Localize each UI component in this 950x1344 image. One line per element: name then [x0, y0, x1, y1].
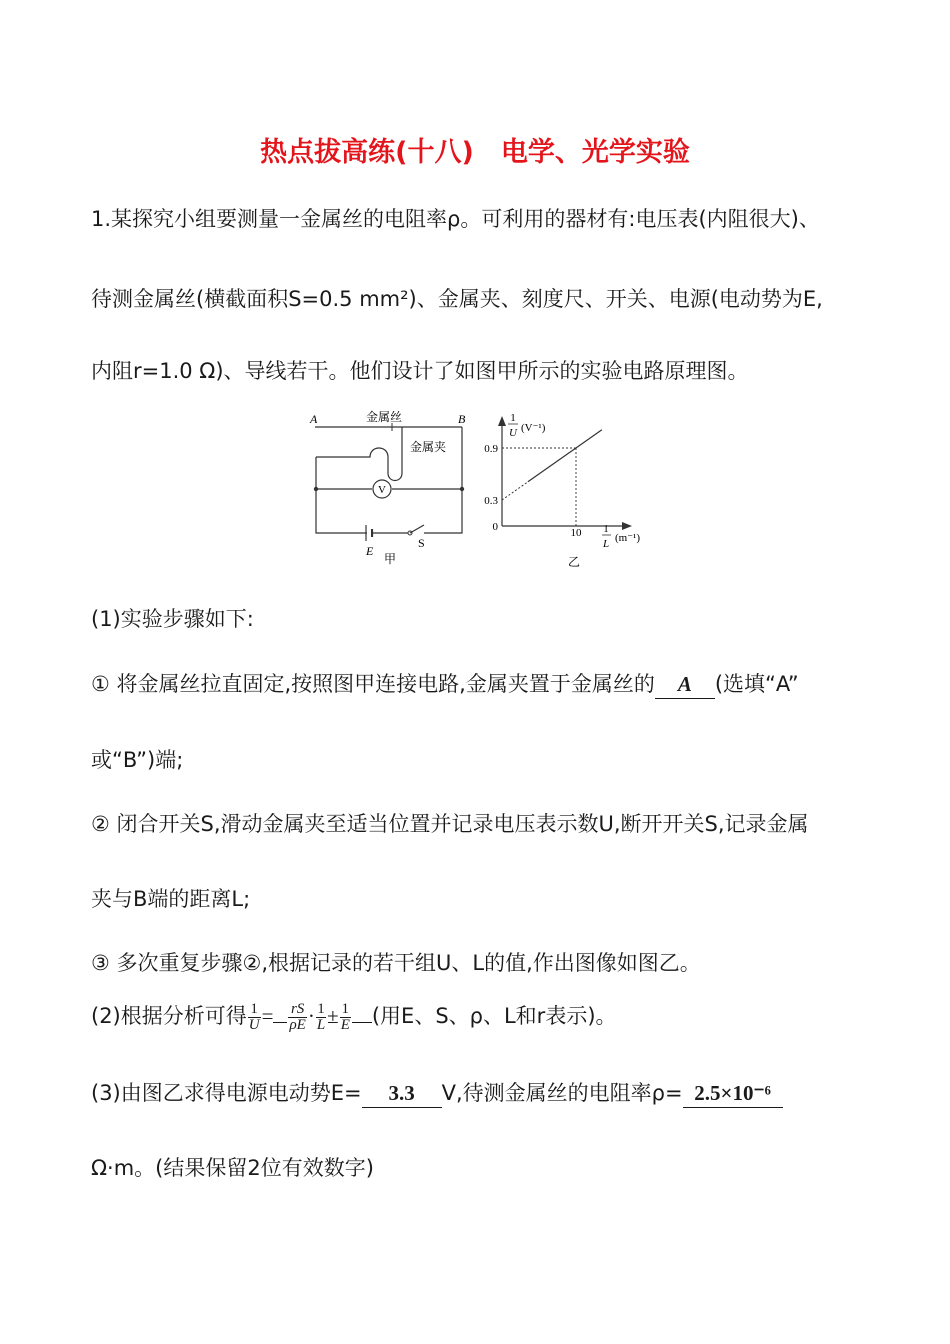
series-line-extrapolated: [502, 482, 528, 500]
step1-line1: [91, 668, 799, 699]
fraction-1-over-e: $\frac{1}{E}$: [340, 1000, 350, 1033]
step1-line2: 或“B”)端;: [91, 748, 184, 772]
label-a: A: [310, 412, 318, 426]
wire-label: 金属丝: [366, 410, 403, 424]
step1-answer: A: [655, 672, 715, 699]
problem-line-1: 1.某探究小组要测量一金属丝的电阻率ρ。可利用的器材有:电压表(内阻很大)、: [91, 207, 820, 231]
part3-line2: Ω·m。(结果保留2位有效数字): [91, 1156, 374, 1180]
tick-09: 0.9: [484, 443, 498, 455]
x-axis-num: 1: [603, 523, 609, 535]
caption-jia: 甲: [384, 552, 397, 566]
part3-mid: V,待测金属丝的电阻率ρ=: [441, 1081, 683, 1105]
series-line: [528, 430, 602, 482]
plus-minus-sign: ±: [327, 1004, 339, 1028]
step2-line1: ② 闭合开关S,滑动金属夹至适当位置并记录电压表示数U,断开开关S,记录金属: [91, 812, 809, 836]
step1-post: (选填“A”: [714, 672, 799, 696]
fraction-rs-over-rhoe: $\frac{rS}{\rho E}$: [289, 1000, 306, 1033]
problem-line-3: 内阻r=1.0 Ω)、导线若干。他们设计了如图甲所示的实验电路原理图。: [91, 359, 749, 383]
step3: ③ 多次重复步骤②,根据记录的若干组U、L的值,作出图像如图乙。: [91, 951, 701, 975]
part3-line1: [91, 1077, 783, 1108]
caption-yi: 乙: [568, 555, 581, 569]
problem-line-2: 待测金属丝(横截面积S=0.5 mm²)、金属夹、刻度尺、开关、电源(电动势为E,: [91, 287, 823, 311]
y-axis-num: 1: [510, 412, 516, 424]
step2-line2: 夹与B端的距离L;: [91, 887, 251, 911]
switch-icon: [410, 525, 424, 533]
part2-line: [91, 1000, 617, 1033]
part2-pre: (2)根据分析可得: [91, 1004, 247, 1028]
dot-sign: ·: [307, 1004, 315, 1028]
tick-10: 10: [570, 527, 582, 539]
equals-sign: =: [261, 1004, 274, 1028]
switch-label: S: [418, 536, 425, 550]
answer-emf: 3.3: [362, 1081, 442, 1108]
tick-0: 0: [492, 521, 498, 533]
tick-03: 0.3: [484, 495, 498, 507]
part1-heading: (1)实验步骤如下:: [91, 607, 254, 631]
part3-pre: (3)由图乙求得电源电动势E=: [91, 1081, 362, 1105]
page-title: 热点拔高练(十八) 电学、光学实验: [260, 137, 690, 168]
circuit-diagram-jia: [300, 405, 475, 570]
clip-label: 金属夹: [410, 440, 447, 454]
y-axis-unit: (V⁻¹): [521, 422, 546, 434]
battery-label: E: [366, 544, 374, 558]
answer-resistivity: 2.5×10⁻⁶: [683, 1081, 783, 1108]
clip-wire: [316, 427, 402, 481]
fraction-1-over-u: $\frac{1}{U}$: [248, 1000, 260, 1033]
label-b: B: [458, 412, 466, 426]
part2-post: (用E、S、ρ、L和r表示)。: [371, 1004, 617, 1028]
voltmeter-label: V: [378, 484, 386, 496]
graph-yi: [476, 408, 666, 570]
fraction-1-over-l: $\frac{1}{L}$: [316, 1000, 326, 1033]
y-axis-den: U: [509, 427, 517, 439]
x-axis-unit: (m⁻¹): [615, 532, 640, 544]
x-axis-den: L: [602, 538, 610, 550]
step1-pre: ① 将金属丝拉直固定,按照图甲连接电路,金属夹置于金属丝的: [91, 672, 655, 696]
